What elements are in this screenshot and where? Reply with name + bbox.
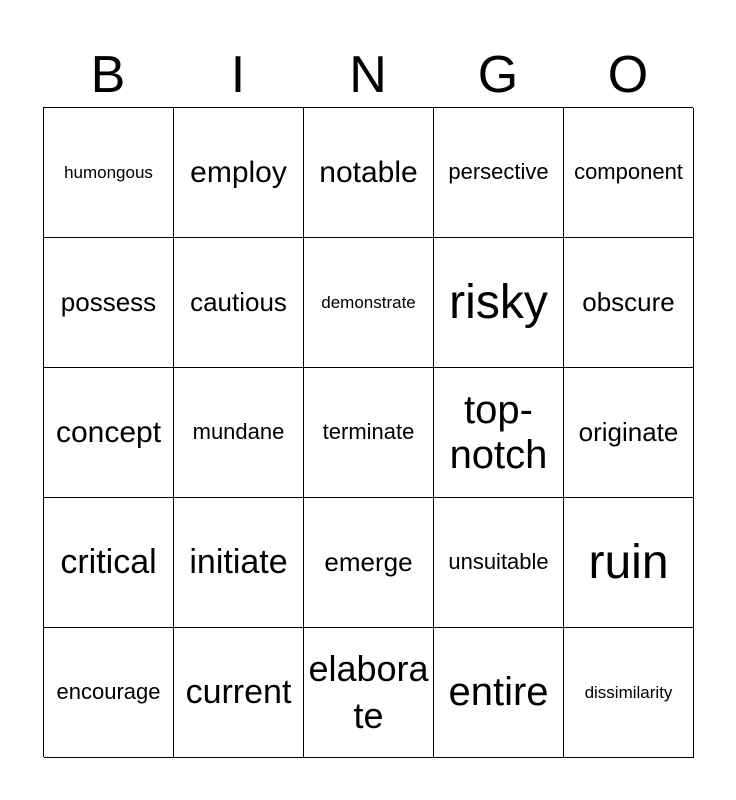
bingo-cell: mundane (174, 368, 304, 498)
bingo-cell: critical (44, 498, 174, 628)
bingo-cell: unsuitable (434, 498, 564, 628)
header-letter-o: O (607, 46, 649, 104)
bingo-cell: obscure (564, 238, 694, 368)
bingo-cell: concept (44, 368, 174, 498)
bingo-cell: terminate (304, 368, 434, 498)
bingo-cell: demonstrate (304, 238, 434, 368)
bingo-cell: employ (174, 108, 304, 238)
bingo-cell: dissimilarity (564, 628, 694, 758)
bingo-cell: humongous (44, 108, 174, 238)
bingo-cell: ruin (564, 498, 694, 628)
header-letter-n: N (349, 46, 387, 104)
header-letter-b: B (90, 46, 126, 104)
bingo-cell: notable (304, 108, 434, 238)
bingo-header (43, 44, 693, 106)
bingo-cell: top-notch (434, 368, 564, 498)
bingo-cell: possess (44, 238, 174, 368)
bingo-cell: risky (434, 238, 564, 368)
bingo-cell: component (564, 108, 694, 238)
header-letter-i: I (230, 46, 246, 104)
bingo-cell: cautious (174, 238, 304, 368)
bingo-cell: elaborate (304, 628, 434, 758)
bingo-cell: emerge (304, 498, 434, 628)
bingo-grid (43, 107, 693, 757)
header-letter-g: G (477, 46, 519, 104)
bingo-cell: current (174, 628, 304, 758)
bingo-cell: entire (434, 628, 564, 758)
bingo-cell: encourage (44, 628, 174, 758)
bingo-cell: originate (564, 368, 694, 498)
bingo-cell: persective (434, 108, 564, 238)
bingo-cell: initiate (174, 498, 304, 628)
